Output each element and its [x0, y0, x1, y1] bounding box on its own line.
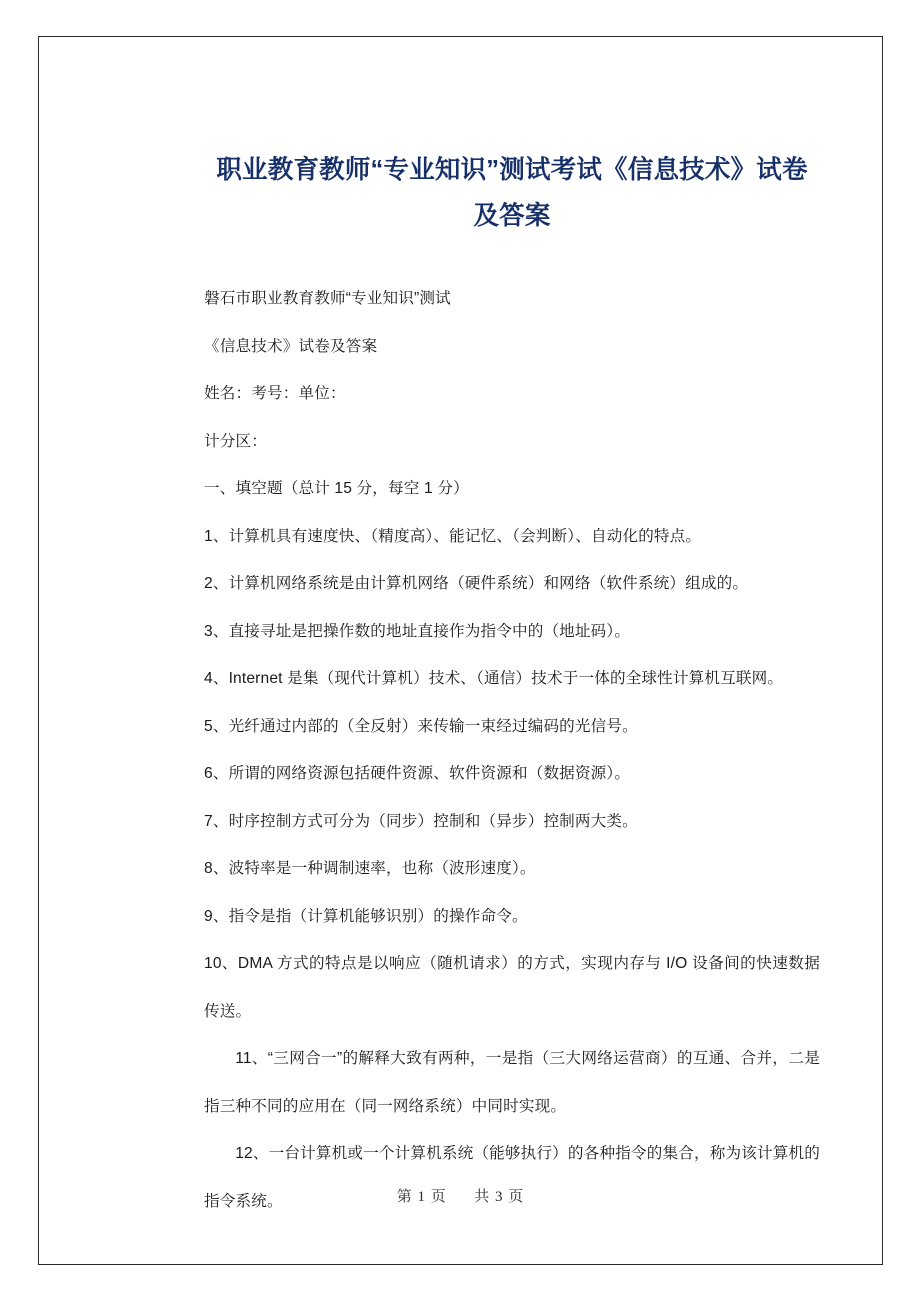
question-item-4: 4、Internet 是集（现代计算机）技术、（通信）技术于一体的全球性计算机互联网。	[204, 670, 784, 687]
question-item-6: 6、所谓的网络资源包括硬件资源、软件资源和（数据资源）。	[204, 765, 631, 782]
question-item-8: 8、波特率是一种调制速率，也称（波形速度）。	[204, 860, 536, 877]
question-item-1: 1、计算机具有速度快、（精度高）、能记忆、（会判断）、自动化的特点。	[204, 527, 702, 545]
question-item-12: 12、一台计算机或一个计算机系统（能够执行）的各种指令的集合，称为该计算机的指令系统。	[204, 1145, 820, 1210]
page-title: 职业教育教师“专业知识”测试考试《信息技术》试卷及答案	[216, 156, 808, 230]
document-content	[204, 147, 820, 1225]
question-item-10: 10、DMA 方式的特点是以响应（随机请求）的方式，实现内存与 I/O 设备间的快速数据传送。	[204, 955, 820, 1020]
header-line-subject: 《信息技术》试卷及答案	[204, 337, 378, 355]
header-line-school: 磐石市职业教育教师“专业知识”测试	[204, 290, 451, 307]
section-heading-fill-in-blanks: 一、填空题（总计 15 分，每空 1 分）	[204, 480, 469, 497]
page-frame	[38, 36, 883, 1265]
question-item-9: 9、指令是指（计算机能够识别）的操作命令。	[204, 907, 528, 925]
header-line-score-area: 计分区：	[204, 432, 267, 450]
question-item-11: 11、“三网合一”的解释大致有两种，一是指（三大网络运营商）的互通、合并，二是指三种不同的应用在（同一网络系统）中同时实现。	[204, 1050, 820, 1115]
footer-current-page: 第 1 页	[396, 1189, 447, 1205]
page-footer	[39, 1185, 882, 1206]
question-item-3: 3、直接寻址是把操作数的地址直接作为指令中的（地址码）。	[204, 622, 631, 640]
footer-total-pages: 共 3 页	[474, 1189, 525, 1205]
question-item-7: 7、时序控制方式可分为（同步）控制和（异步）控制两大类。	[204, 812, 638, 830]
question-item-2: 2、计算机网络系统是由计算机网络（硬件系统）和网络（软件系统）组成的。	[204, 575, 749, 592]
question-item-5: 5、光纤通过内部的（全反射）来传输一束经过编码的光信号。	[204, 717, 638, 735]
document-body	[204, 275, 820, 1225]
header-line-examinee-fields: 姓名：考号：单位：	[204, 385, 346, 402]
